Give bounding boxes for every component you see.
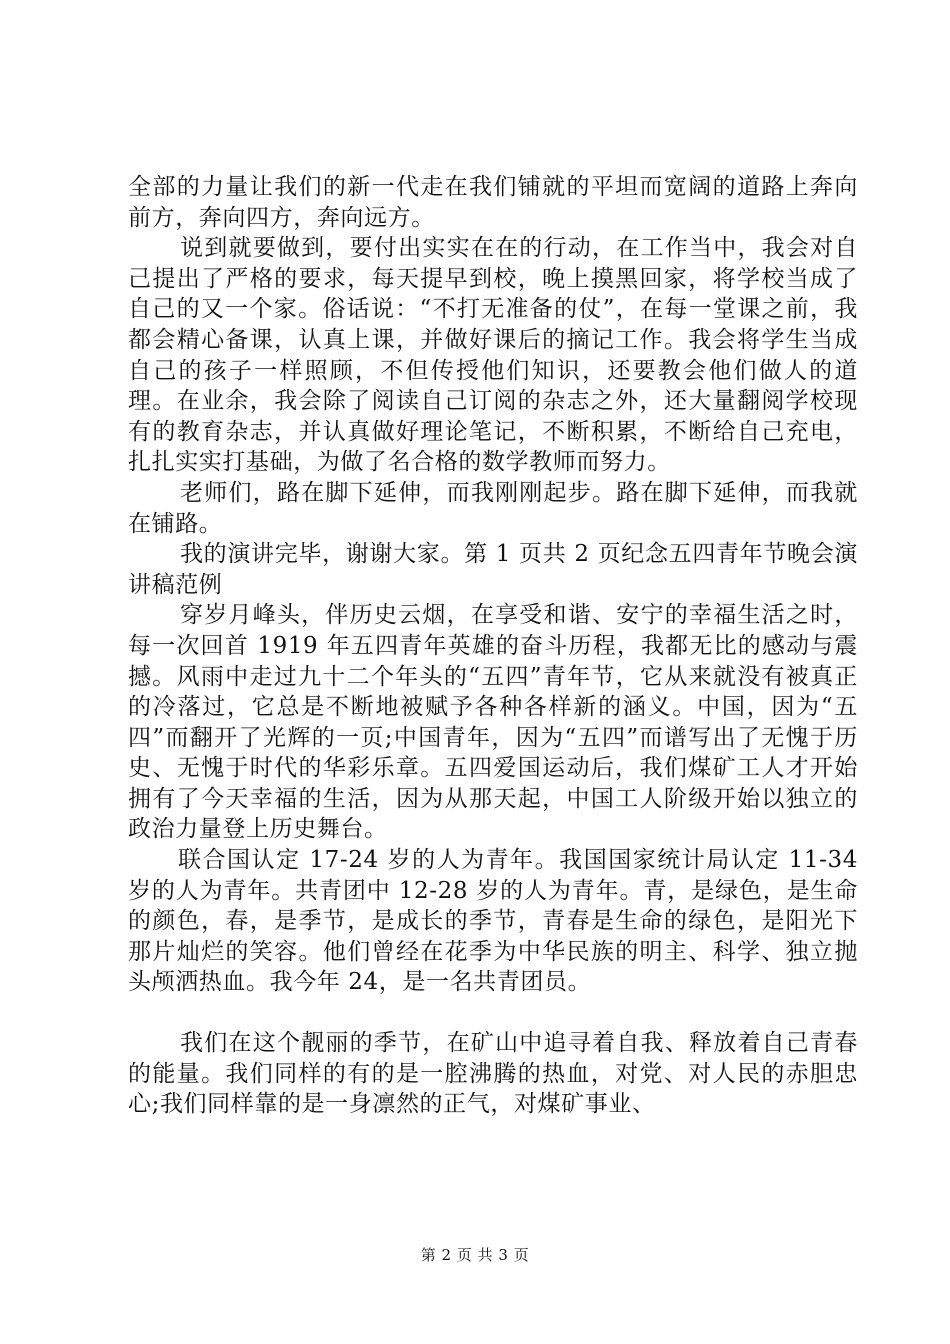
paragraph: 我的演讲完毕，谢谢大家。第 1 页共 2 页纪念五四青年节晚会演讲稿范例 bbox=[128, 541, 858, 598]
paragraph: 穿岁月峰头，伴历史云烟，在享受和谐、安宁的幸福生活之时，每一次回首 1919 年五四青年英雄的奋斗历程，我都无比的感动与震撼。风雨中走过九十二个年头的“五四”青年节，它从来就没有被真正的冷落过，它总是不断地被赋予各种各样新的涵义。中国，因为“五四”而翻开了光辉的一页;中国青年，因为“五四”而谱写出了无愧于历史、无愧于时代的华彩乐章。五四爱国运动后，我们煤矿工人才开始拥有了今天幸福的生活，因为从那天起，中国工人阶级开始以独立的政治力量登上历史舞台。 bbox=[128, 602, 858, 843]
paragraph: 说到就要做到，要付出实实在在的行动，在工作当中，我会对自己提出了严格的要求，每天提早到校，晚上摸黑回家，将学校当成了自己的又一个家。俗话说：“不打无准备的仗”，在每一堂课之前，我都会精心备课，认真上课，并做好课后的摘记工作。我会将学生当成自己的孩子一样照顾，不但传授他们知识，还要教会他们做人的道理。在业余，我会除了阅读自己订阅的杂志之外，还大量翻阅学校现有的教育杂志，并认真做好理论笔记，不断积累，不断给自己充电，扎扎实实打基础，为做了名合格的数学教师而努力。 bbox=[128, 235, 858, 476]
paragraph: 全部的力量让我们的新一代走在我们铺就的平坦而宽阔的道路上奔向前方，奔向四方，奔向远方。 bbox=[128, 174, 858, 231]
paragraph-gap bbox=[128, 998, 858, 1028]
paragraph: 老师们，路在脚下延伸，而我刚刚起步。路在脚下延伸，而我就在铺路。 bbox=[128, 479, 858, 537]
paragraph: 联合国认定 17-24 岁的人为青年。我国国家统计局认定 11-34 岁的人为青年。共青团中 12-28 岁的人为青年。青，是绿色，是生命的颜色，春，是季节，是成长的季节，青春是生命的绿色，是阳光下那片灿烂的笑容。他们曾经在花季为中华民族的明主、科学、独立抛头颅洒热血。我今年 24，是一名共青团员。 bbox=[128, 847, 858, 996]
paragraph: 我们在这个靓丽的季节，在矿山中追寻着自我、释放着自己青春的能量。我们同样的有的是一腔沸腾的热血，对党、对人民的赤胆忠心;我们同样靠的是一身凛然的正气，对煤矿事业、 bbox=[128, 1030, 858, 1118]
page-footer: 第 2 页 共 3 页 bbox=[420, 1246, 530, 1264]
document-body bbox=[128, 172, 858, 1120]
